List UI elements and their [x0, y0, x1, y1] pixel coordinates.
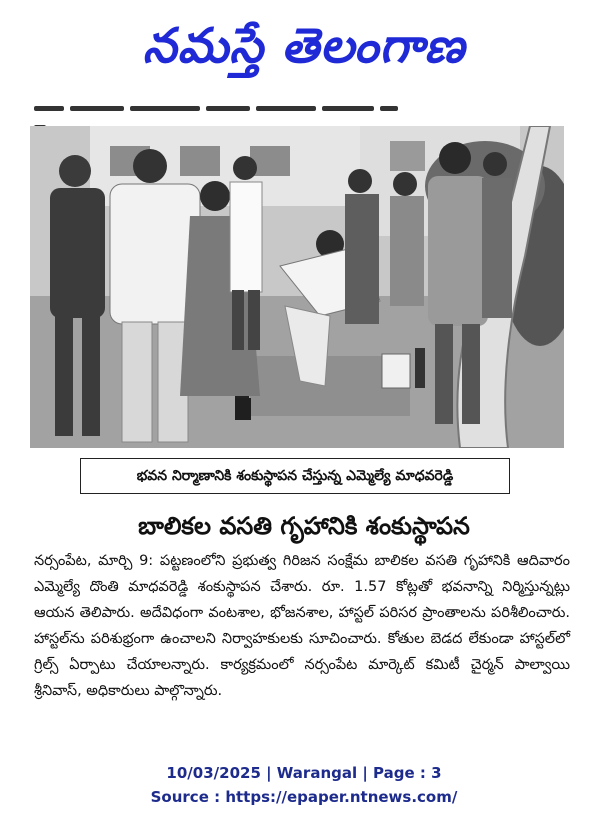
- article-body: నర్సంపేట, మార్చి 9: పట్టణంలోని ప్రభుత్వ గిరిజన సంక్షేమ బాలికల వసతి గృహానికి ఆదివారం ఎమ్మెల్యే దొంతి మాధవరెడ్డి శంకుస్థాపన చేశారు. రూ. 1.57 కోట్లతో భవనాన్ని నిర్మిస్తున్నట్లు ఆయన తెలిపారు. అదేవిధంగా వంటశాల, భోజనశాల, హాస్టల్ పరిసర ప్రాంతాలను పరిశీలించారు. హాస్టల్‌ను పరిశుభ్రంగా ఉంచాలని నిర్వాహకులకు సూచించారు. కోతుల బెడద లేకుండా హాస్టల్‌లో గ్రిల్స్ ఏర్పాటు చేయాలన్నారు. కార్యక్రమంలో నర్సంపేట మార్కెట్ కమిటీ చైర్మన్ పాల్వాయి శ్రీనివాస్, అధికారులు పాల్గొన్నారు.: [34, 553, 570, 699]
- masthead-title: నమస్తే తెలంగాణ: [142, 18, 466, 74]
- article-headline: బాలికల వసతి గృహానికి శంకుస్థాపన: [138, 512, 470, 540]
- news-photo: [30, 126, 564, 448]
- photo-caption: భవన నిర్మాణానికి శంకుస్థాపన చేస్తున్న ఎమ్మెల్యే మాధవరెడ్డి: [80, 458, 510, 494]
- clipped-text-strip: [34, 96, 414, 106]
- newspaper-masthead: [0, 6, 608, 86]
- edition-info: 10/03/2025 | Warangal | Page : 3: [166, 764, 442, 782]
- source-link[interactable]: Source : https://epaper.ntnews.com/: [150, 788, 458, 806]
